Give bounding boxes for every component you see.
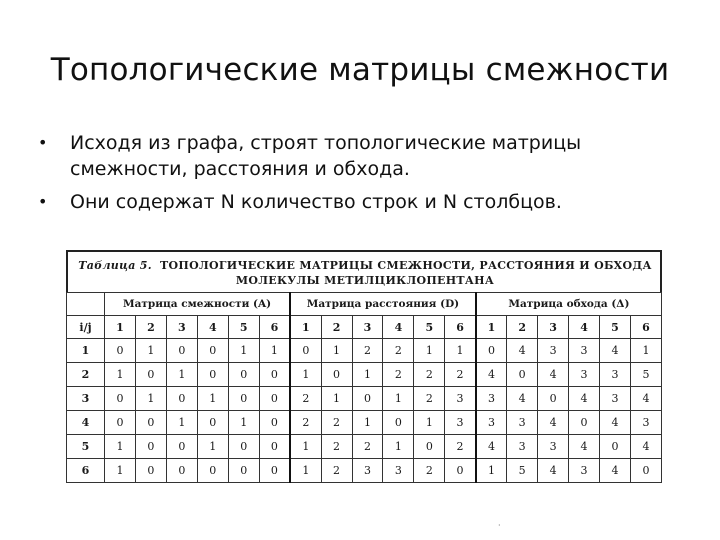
table-row bbox=[67, 435, 662, 459]
row-label: 1 bbox=[67, 339, 105, 363]
matrix-cell: 0 bbox=[105, 411, 136, 435]
table-row bbox=[67, 363, 662, 387]
matrix-cell: 0 bbox=[197, 459, 228, 483]
matrix-cell: 0 bbox=[476, 339, 507, 363]
matrix-cell: 3 bbox=[507, 411, 538, 435]
matrix-cell: 1 bbox=[630, 339, 661, 363]
matrix-table-image bbox=[66, 250, 662, 518]
matrix-body bbox=[67, 339, 662, 483]
matrix-cell: 1 bbox=[290, 363, 321, 387]
matrix-cell: 0 bbox=[105, 387, 136, 411]
matrix-cell: 2 bbox=[290, 411, 321, 435]
column-label: 1 bbox=[105, 316, 136, 339]
row-label: 2 bbox=[67, 363, 105, 387]
table-row bbox=[67, 387, 662, 411]
matrix-cell: 0 bbox=[135, 459, 166, 483]
matrix-cell: 0 bbox=[166, 459, 197, 483]
matrix-cell: 1 bbox=[383, 387, 414, 411]
matrix-cell: 0 bbox=[507, 363, 538, 387]
column-label: 5 bbox=[414, 316, 445, 339]
column-label: 4 bbox=[569, 316, 600, 339]
row-label: 5 bbox=[67, 435, 105, 459]
matrix-cell: 3 bbox=[569, 363, 600, 387]
matrix-cell: 3 bbox=[352, 459, 383, 483]
matrix-cell: 3 bbox=[445, 411, 476, 435]
column-label: 6 bbox=[445, 316, 476, 339]
matrix-cell: 3 bbox=[630, 411, 661, 435]
matrix-cell: 4 bbox=[538, 411, 569, 435]
matrix-cell: 0 bbox=[569, 411, 600, 435]
matrix-cell: 3 bbox=[538, 435, 569, 459]
matrix-cell: 0 bbox=[228, 435, 259, 459]
group-header-row bbox=[67, 293, 662, 316]
column-header-row bbox=[67, 316, 662, 339]
matrix-cell: 3 bbox=[507, 435, 538, 459]
matrix-cell: 3 bbox=[569, 339, 600, 363]
matrix-cell: 4 bbox=[507, 387, 538, 411]
matrix-cell: 0 bbox=[135, 363, 166, 387]
matrix-cell: 3 bbox=[476, 387, 507, 411]
corner-label: i/j bbox=[67, 316, 105, 339]
matrix-cell: 1 bbox=[228, 339, 259, 363]
matrix-cell: 0 bbox=[414, 435, 445, 459]
column-label: 2 bbox=[321, 316, 352, 339]
matrix-cell: 2 bbox=[414, 363, 445, 387]
matrix-cell: 1 bbox=[414, 339, 445, 363]
bullet-text: Исходя из графа, строят топологические матрицы смежности, расстояния и обхода. bbox=[70, 132, 582, 180]
matrix-cell: 4 bbox=[600, 339, 631, 363]
matrix-cell: 0 bbox=[197, 363, 228, 387]
matrix-cell: 1 bbox=[414, 411, 445, 435]
row-label: 6 bbox=[67, 459, 105, 483]
matrix-cell: 1 bbox=[135, 339, 166, 363]
matrix-cell: 1 bbox=[476, 459, 507, 483]
matrix-cell: 2 bbox=[321, 435, 352, 459]
matrix-cell: 0 bbox=[228, 459, 259, 483]
matrix-cell: 1 bbox=[290, 435, 321, 459]
column-label: 2 bbox=[135, 316, 166, 339]
matrix-cell: 5 bbox=[507, 459, 538, 483]
column-label: 3 bbox=[538, 316, 569, 339]
matrix-cell: 0 bbox=[383, 411, 414, 435]
matrix-cell: 2 bbox=[383, 339, 414, 363]
table-row bbox=[67, 339, 662, 363]
scan-artifact-dot: · bbox=[498, 521, 501, 530]
matrix-cell: 5 bbox=[630, 363, 661, 387]
matrix-cell: 3 bbox=[476, 411, 507, 435]
matrix-cell: 2 bbox=[414, 387, 445, 411]
matrix-cell: 4 bbox=[600, 459, 631, 483]
column-label: 6 bbox=[259, 316, 290, 339]
matrix-cell: 4 bbox=[630, 387, 661, 411]
matrix-cell: 0 bbox=[259, 387, 290, 411]
matrix-cell: 3 bbox=[569, 459, 600, 483]
matrix-cell: 0 bbox=[538, 387, 569, 411]
slide-title: Топологические матрицы смежности bbox=[50, 52, 670, 88]
matrix-cell: 1 bbox=[445, 339, 476, 363]
matrix-cell: 3 bbox=[600, 387, 631, 411]
matrix-cell: 1 bbox=[105, 435, 136, 459]
matrix-cell: 0 bbox=[135, 411, 166, 435]
matrix-cell: 1 bbox=[228, 411, 259, 435]
matrix-cell: 4 bbox=[538, 459, 569, 483]
corner-empty bbox=[67, 293, 105, 316]
matrix-cell: 4 bbox=[569, 435, 600, 459]
column-label: 6 bbox=[630, 316, 661, 339]
matrix-cell: 0 bbox=[105, 339, 136, 363]
matrix-cell: 0 bbox=[600, 435, 631, 459]
matrix-cell: 1 bbox=[352, 411, 383, 435]
matrix-cell: 2 bbox=[445, 363, 476, 387]
table-caption-text: ТОПОЛОГИЧЕСКИЕ МАТРИЦЫ СМЕЖНОСТИ, РАССТОЯНИЯ И ОБХОДА МОЛЕКУЛЫ МЕТИЛЦИКЛОПЕНТАНА bbox=[160, 259, 652, 287]
matrix-cell: 0 bbox=[352, 387, 383, 411]
matrix-cell: 0 bbox=[197, 411, 228, 435]
matrix-cell: 0 bbox=[228, 363, 259, 387]
matrix-cell: 0 bbox=[445, 459, 476, 483]
table-row bbox=[67, 411, 662, 435]
matrix-cell: 4 bbox=[569, 387, 600, 411]
matrix-cell: 0 bbox=[290, 339, 321, 363]
column-label: 5 bbox=[600, 316, 631, 339]
matrix-cell: 1 bbox=[105, 459, 136, 483]
matrix-cell: 0 bbox=[166, 435, 197, 459]
matrix-cell: 0 bbox=[166, 339, 197, 363]
table-caption-label: Таблица 5. bbox=[78, 259, 152, 272]
matrix-cell: 4 bbox=[476, 435, 507, 459]
matrix-cell: 1 bbox=[197, 387, 228, 411]
matrix-cell: 1 bbox=[383, 435, 414, 459]
matrix-cell: 2 bbox=[290, 387, 321, 411]
column-label: 1 bbox=[476, 316, 507, 339]
matrix-cell: 0 bbox=[259, 459, 290, 483]
matrix-cell: 1 bbox=[321, 387, 352, 411]
matrix-cell: 1 bbox=[166, 411, 197, 435]
group-header-walk: Матрица обхода (Δ) bbox=[476, 293, 662, 316]
column-label: 2 bbox=[507, 316, 538, 339]
matrix-cell: 0 bbox=[166, 387, 197, 411]
matrix-cell: 2 bbox=[414, 459, 445, 483]
matrix-cell: 1 bbox=[197, 435, 228, 459]
group-header-adjacency: Матрица смежности (A) bbox=[105, 293, 291, 316]
column-label: 3 bbox=[166, 316, 197, 339]
bullet-item bbox=[36, 130, 696, 182]
matrix-cell: 4 bbox=[630, 435, 661, 459]
matrix-cell: 0 bbox=[228, 387, 259, 411]
matrix-cell: 0 bbox=[630, 459, 661, 483]
bullet-glyph: • bbox=[38, 192, 48, 211]
matrix-cell: 0 bbox=[135, 435, 166, 459]
matrix-cell: 1 bbox=[135, 387, 166, 411]
matrix-cell: 4 bbox=[538, 363, 569, 387]
column-label: 5 bbox=[228, 316, 259, 339]
matrix-cell: 2 bbox=[352, 435, 383, 459]
matrix-table bbox=[66, 292, 662, 483]
row-label: 4 bbox=[67, 411, 105, 435]
matrix-cell: 1 bbox=[166, 363, 197, 387]
bullet-list bbox=[36, 130, 696, 222]
column-label: 4 bbox=[197, 316, 228, 339]
column-label: 3 bbox=[352, 316, 383, 339]
bullet-glyph: • bbox=[38, 133, 48, 152]
matrix-cell: 2 bbox=[321, 411, 352, 435]
matrix-cell: 1 bbox=[352, 363, 383, 387]
matrix-cell: 3 bbox=[383, 459, 414, 483]
matrix-cell: 4 bbox=[600, 411, 631, 435]
column-label: 1 bbox=[290, 316, 321, 339]
matrix-cell: 4 bbox=[507, 339, 538, 363]
matrix-cell: 3 bbox=[600, 363, 631, 387]
matrix-cell: 2 bbox=[383, 363, 414, 387]
matrix-cell: 4 bbox=[476, 363, 507, 387]
matrix-cell: 3 bbox=[538, 339, 569, 363]
table-caption bbox=[66, 250, 662, 292]
matrix-cell: 0 bbox=[259, 411, 290, 435]
matrix-cell: 0 bbox=[259, 363, 290, 387]
matrix-cell: 2 bbox=[352, 339, 383, 363]
matrix-cell: 0 bbox=[321, 363, 352, 387]
matrix-cell: 0 bbox=[197, 339, 228, 363]
matrix-cell: 1 bbox=[259, 339, 290, 363]
matrix-cell: 0 bbox=[259, 435, 290, 459]
group-header-distance: Матрица расстояния (D) bbox=[290, 293, 476, 316]
matrix-cell: 2 bbox=[321, 459, 352, 483]
matrix-cell: 1 bbox=[321, 339, 352, 363]
row-label: 3 bbox=[67, 387, 105, 411]
matrix-cell: 1 bbox=[105, 363, 136, 387]
column-label: 4 bbox=[383, 316, 414, 339]
matrix-cell: 2 bbox=[445, 435, 476, 459]
matrix-cell: 3 bbox=[445, 387, 476, 411]
table-row bbox=[67, 459, 662, 483]
bullet-item bbox=[36, 189, 696, 215]
matrix-cell: 1 bbox=[290, 459, 321, 483]
bullet-text: Они содержат N количество строк и N столбцов. bbox=[70, 191, 562, 213]
